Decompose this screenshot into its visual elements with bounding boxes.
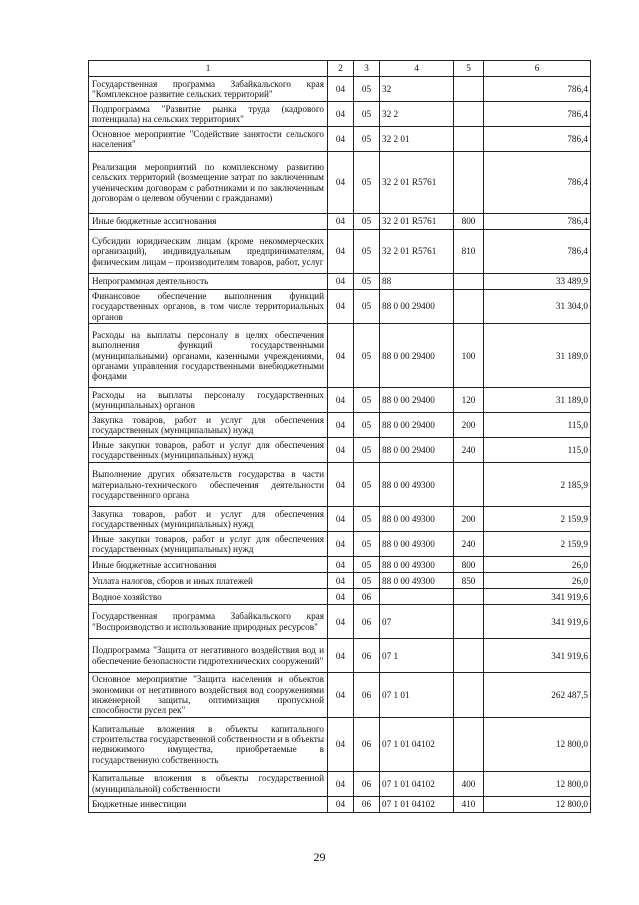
target-article-cell: 88 0 00 29400 xyxy=(380,413,454,438)
amount-cell: 786,4 xyxy=(484,214,591,230)
expense-type-cell: 400 xyxy=(454,771,484,796)
table-row xyxy=(89,214,591,230)
row-name-cell: Субсидии юридическим лицам (кроме некоммерческих организаций), индивидуальным предпринимателям, физическим лицам – производителям товаров, работ, услуг xyxy=(89,230,328,274)
row-name-cell: Финансовое обеспечение выполнения функций государственных органов, в том числе территориальных органов xyxy=(89,290,328,324)
subsection-code-cell: 06 xyxy=(354,771,380,796)
amount-cell: 12 800,0 xyxy=(484,796,591,812)
column-header: 6 xyxy=(484,61,591,77)
amount-cell: 115,0 xyxy=(484,438,591,463)
target-article-cell: 07 1 01 04102 xyxy=(380,717,454,771)
target-article-cell: 32 2 01 xyxy=(380,127,454,152)
expense-type-cell xyxy=(454,77,484,102)
row-name-cell: Водное хозяйство xyxy=(89,589,328,605)
table-row xyxy=(89,152,591,214)
section-code-cell: 04 xyxy=(328,388,354,413)
table-row xyxy=(89,796,591,812)
target-article-cell: 88 0 00 29400 xyxy=(380,388,454,413)
expense-type-cell xyxy=(454,717,484,771)
section-code-cell: 04 xyxy=(328,573,354,589)
table-row xyxy=(89,463,591,507)
amount-cell: 12 800,0 xyxy=(484,771,591,796)
target-article-cell: 88 0 00 29400 xyxy=(380,438,454,463)
subsection-code-cell: 05 xyxy=(354,102,380,127)
amount-cell: 26,0 xyxy=(484,573,591,589)
row-name-cell: Закупка товаров, работ и услуг для обеспечения государственных (муниципальных) нужд xyxy=(89,413,328,438)
column-header: 2 xyxy=(328,61,354,77)
table-row xyxy=(89,290,591,324)
section-code-cell: 04 xyxy=(328,324,354,388)
table-header-row xyxy=(89,61,591,77)
target-article-cell: 88 0 00 29400 xyxy=(380,290,454,324)
table-row xyxy=(89,127,591,152)
subsection-code-cell: 05 xyxy=(354,324,380,388)
row-name-cell: Капитальные вложения в объекты капитального строительства государственной собственности и в объекты недвижимого имущества, приобретаемые в государственную собственность xyxy=(89,717,328,771)
column-header: 5 xyxy=(454,61,484,77)
row-name-cell: Бюджетные инвестиции xyxy=(89,796,328,812)
subsection-code-cell: 05 xyxy=(354,557,380,573)
expense-type-cell: 800 xyxy=(454,214,484,230)
target-article-cell: 88 0 00 49300 xyxy=(380,507,454,532)
target-article-cell: 32 2 xyxy=(380,102,454,127)
target-article-cell: 07 1 01 04102 xyxy=(380,771,454,796)
amount-cell: 786,4 xyxy=(484,230,591,274)
expense-type-cell xyxy=(454,673,484,718)
expense-type-cell: 200 xyxy=(454,507,484,532)
row-name-cell: Иные бюджетные ассигнования xyxy=(89,214,328,230)
subsection-code-cell: 05 xyxy=(354,573,380,589)
row-name-cell: Подпрограмма "Защита от негативного воздействия вод и обеспечение безопасности гидротехнических сооружений" xyxy=(89,639,328,673)
expense-type-cell xyxy=(454,152,484,214)
target-article-cell: 32 2 01 R5761 xyxy=(380,152,454,214)
section-code-cell: 04 xyxy=(328,438,354,463)
subsection-code-cell: 06 xyxy=(354,796,380,812)
subsection-code-cell: 05 xyxy=(354,463,380,507)
amount-cell: 2 185,9 xyxy=(484,463,591,507)
table-row xyxy=(89,324,591,388)
subsection-code-cell: 05 xyxy=(354,77,380,102)
row-name-cell: Капитальные вложения в объекты государственной (муниципальной) собственности xyxy=(89,771,328,796)
subsection-code-cell: 05 xyxy=(354,507,380,532)
expense-type-cell xyxy=(454,589,484,605)
table-row xyxy=(89,77,591,102)
row-name-cell: Иные бюджетные ассигнования xyxy=(89,557,328,573)
section-code-cell: 04 xyxy=(328,214,354,230)
expense-type-cell: 810 xyxy=(454,230,484,274)
section-code-cell: 04 xyxy=(328,557,354,573)
subsection-code-cell: 05 xyxy=(354,438,380,463)
target-article-cell: 07 1 01 xyxy=(380,673,454,718)
section-code-cell: 04 xyxy=(328,77,354,102)
row-name-cell: Государственная программа Забайкальского края "Комплексное развитие сельских территорий" xyxy=(89,77,328,102)
expense-type-cell xyxy=(454,463,484,507)
table-row xyxy=(89,388,591,413)
section-code-cell: 04 xyxy=(328,274,354,290)
subsection-code-cell: 05 xyxy=(354,230,380,274)
table-row xyxy=(89,589,591,605)
table-row xyxy=(89,413,591,438)
table-row xyxy=(89,573,591,589)
expense-type-cell: 240 xyxy=(454,532,484,557)
section-code-cell: 04 xyxy=(328,230,354,274)
section-code-cell: 04 xyxy=(328,152,354,214)
subsection-code-cell: 05 xyxy=(354,152,380,214)
amount-cell: 115,0 xyxy=(484,413,591,438)
amount-cell: 262 487,5 xyxy=(484,673,591,718)
amount-cell: 2 159,9 xyxy=(484,507,591,532)
target-article-cell xyxy=(380,589,454,605)
expense-type-cell xyxy=(454,290,484,324)
subsection-code-cell: 05 xyxy=(354,532,380,557)
amount-cell: 31 189,0 xyxy=(484,324,591,388)
expense-type-cell: 240 xyxy=(454,438,484,463)
table-row xyxy=(89,438,591,463)
expense-type-cell: 120 xyxy=(454,388,484,413)
subsection-code-cell: 06 xyxy=(354,673,380,718)
amount-cell: 786,4 xyxy=(484,127,591,152)
expense-type-cell xyxy=(454,605,484,639)
expense-type-cell: 800 xyxy=(454,557,484,573)
expense-type-cell: 850 xyxy=(454,573,484,589)
row-name-cell: Выполнение других обязательств государства в части материально-технического обеспечения деятельности государственного органа xyxy=(89,463,328,507)
subsection-code-cell: 05 xyxy=(354,274,380,290)
section-code-cell: 04 xyxy=(328,717,354,771)
target-article-cell: 88 0 00 49300 xyxy=(380,532,454,557)
section-code-cell: 04 xyxy=(328,290,354,324)
target-article-cell: 07 xyxy=(380,605,454,639)
target-article-cell: 32 2 01 R5761 xyxy=(380,214,454,230)
row-name-cell: Непрограммная деятельность xyxy=(89,274,328,290)
amount-cell: 26,0 xyxy=(484,557,591,573)
table-row xyxy=(89,673,591,718)
row-name-cell: Закупка товаров, работ и услуг для обеспечения государственных (муниципальных) нужд xyxy=(89,507,328,532)
amount-cell: 33 489,9 xyxy=(484,274,591,290)
expense-type-cell: 100 xyxy=(454,324,484,388)
target-article-cell: 32 xyxy=(380,77,454,102)
row-name-cell: Расходы на выплаты персоналу в целях обеспечения выполнения функций государственными (муниципальными) органами, казенными учреждениями, органами управления государственными внебюджетными фондами xyxy=(89,324,328,388)
subsection-code-cell: 06 xyxy=(354,639,380,673)
section-code-cell: 04 xyxy=(328,589,354,605)
table-row xyxy=(89,639,591,673)
section-code-cell: 04 xyxy=(328,127,354,152)
target-article-cell: 88 0 00 49300 xyxy=(380,463,454,507)
expense-type-cell xyxy=(454,274,484,290)
amount-cell: 786,4 xyxy=(484,77,591,102)
section-code-cell: 04 xyxy=(328,673,354,718)
expense-type-cell xyxy=(454,127,484,152)
table-row xyxy=(89,532,591,557)
section-code-cell: 04 xyxy=(328,796,354,812)
subsection-code-cell: 05 xyxy=(354,388,380,413)
subsection-code-cell: 05 xyxy=(354,214,380,230)
section-code-cell: 04 xyxy=(328,507,354,532)
table-row xyxy=(89,771,591,796)
section-code-cell: 04 xyxy=(328,463,354,507)
section-code-cell: 04 xyxy=(328,605,354,639)
amount-cell: 31 189,0 xyxy=(484,388,591,413)
amount-cell: 786,4 xyxy=(484,102,591,127)
section-code-cell: 04 xyxy=(328,639,354,673)
subsection-code-cell: 05 xyxy=(354,127,380,152)
target-article-cell: 88 0 00 49300 xyxy=(380,557,454,573)
table-row xyxy=(89,605,591,639)
row-name-cell: Реализация мероприятий по комплексному развитию сельских территорий (возмещение затрат по заключенным ученическим договорам с работниками и по заключенным договорам о целевом обучении с гражданами) xyxy=(89,152,328,214)
amount-cell: 341 919,6 xyxy=(484,605,591,639)
table-row xyxy=(89,230,591,274)
section-code-cell: 04 xyxy=(328,771,354,796)
table-row xyxy=(89,717,591,771)
target-article-cell: 07 1 01 04102 xyxy=(380,796,454,812)
target-article-cell: 07 1 xyxy=(380,639,454,673)
row-name-cell: Расходы на выплаты персоналу государственных (муниципальных) органов xyxy=(89,388,328,413)
budget-table xyxy=(88,60,591,813)
amount-cell: 341 919,6 xyxy=(484,589,591,605)
subsection-code-cell: 06 xyxy=(354,589,380,605)
row-name-cell: Государственная программа Забайкальского края "Воспроизводство и использование природных ресурсов" xyxy=(89,605,328,639)
amount-cell: 786,4 xyxy=(484,152,591,214)
expense-type-cell xyxy=(454,102,484,127)
row-name-cell: Подпрограмма "Развитие рынка труда (кадрового потенциала) на сельских территориях" xyxy=(89,102,328,127)
section-code-cell: 04 xyxy=(328,413,354,438)
table-row xyxy=(89,507,591,532)
expense-type-cell xyxy=(454,639,484,673)
row-name-cell: Иные закупки товаров, работ и услуг для обеспечения государственных (муниципальных) нужд xyxy=(89,438,328,463)
amount-cell: 12 800,0 xyxy=(484,717,591,771)
subsection-code-cell: 06 xyxy=(354,605,380,639)
table-row xyxy=(89,557,591,573)
target-article-cell: 88 0 00 49300 xyxy=(380,573,454,589)
table-row xyxy=(89,102,591,127)
amount-cell: 2 159,9 xyxy=(484,532,591,557)
row-name-cell: Основное мероприятие "Содействие занятости сельского населения" xyxy=(89,127,328,152)
column-header: 1 xyxy=(89,61,328,77)
subsection-code-cell: 05 xyxy=(354,290,380,324)
table-row xyxy=(89,274,591,290)
section-code-cell: 04 xyxy=(328,532,354,557)
target-article-cell: 88 xyxy=(380,274,454,290)
target-article-cell: 32 2 01 R5761 xyxy=(380,230,454,274)
column-header: 3 xyxy=(354,61,380,77)
expense-type-cell: 200 xyxy=(454,413,484,438)
amount-cell: 31 304,0 xyxy=(484,290,591,324)
page-number: 29 xyxy=(313,850,326,864)
amount-cell: 341 919,6 xyxy=(484,639,591,673)
row-name-cell: Иные закупки товаров, работ и услуг для обеспечения государственных (муниципальных) нужд xyxy=(89,532,328,557)
expense-type-cell: 410 xyxy=(454,796,484,812)
row-name-cell: Основное мероприятие "Защита населения и объектов экономики от негативного воздействия вод сооружениями инженерной защиты, оптимизация пропускной способности русел рек" xyxy=(89,673,328,718)
row-name-cell: Уплата налогов, сборов и иных платежей xyxy=(89,573,328,589)
subsection-code-cell: 05 xyxy=(354,413,380,438)
section-code-cell: 04 xyxy=(328,102,354,127)
target-article-cell: 88 0 00 29400 xyxy=(380,324,454,388)
column-header: 4 xyxy=(380,61,454,77)
subsection-code-cell: 06 xyxy=(354,717,380,771)
